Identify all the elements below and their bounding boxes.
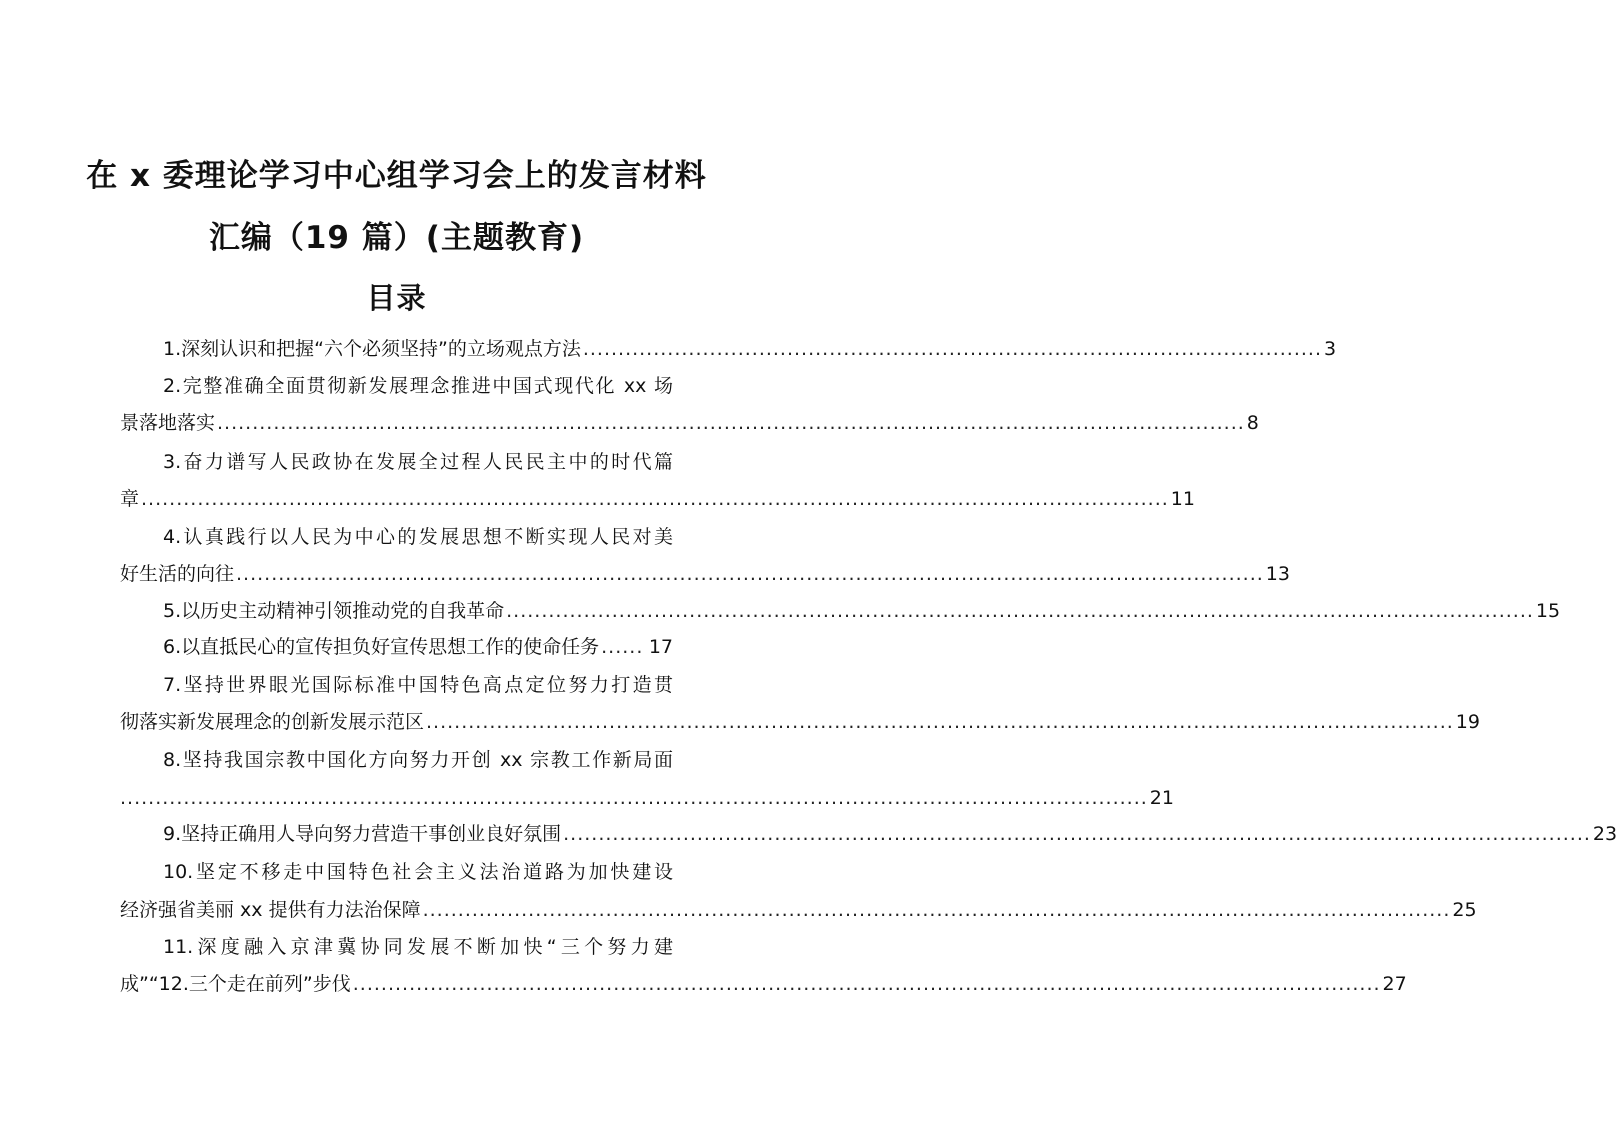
toc-entry-8[interactable] — [163, 745, 673, 775]
toc-entry-text: 10.坚定不移走中国特色社会主义法治道路为加快建设 — [163, 861, 673, 883]
leader-dots: .................................................................................................................................................. — [236, 563, 1264, 585]
toc-entry-3-cont[interactable] — [120, 484, 1195, 514]
toc-entry-2-cont[interactable] — [120, 408, 1259, 438]
toc-entry-4[interactable] — [163, 522, 673, 552]
toc-page-number: 23 — [1592, 823, 1617, 845]
toc-entry-text: 好生活的向往 — [120, 563, 235, 585]
toc-page-number: 11 — [1170, 488, 1195, 510]
toc-page-number: 8 — [1246, 412, 1259, 434]
toc-entry-1[interactable] — [163, 334, 1337, 364]
toc-entry-10[interactable] — [163, 857, 673, 887]
leader-dots: .................................................................................................................................................. — [506, 600, 1534, 622]
toc-entry-text: 1.深刻认识和把握“六个必须坚持”的立场观点方法 — [163, 338, 581, 360]
toc-entry-10-cont[interactable] — [120, 895, 1477, 925]
toc-page-number: 17 — [648, 636, 673, 658]
toc-entry-7[interactable] — [163, 670, 673, 700]
toc-page-number: 15 — [1535, 600, 1561, 622]
toc-entry-text: 9.坚持正确用人导向努力营造干事创业良好氛围 — [163, 823, 562, 845]
document-title-line1: 在 x 委理论学习中心组学习会上的发言材料 — [86, 158, 707, 194]
toc-page-number: 19 — [1455, 711, 1480, 733]
leader-dots: ...... — [601, 636, 644, 658]
toc-page-number: 21 — [1149, 787, 1174, 809]
toc-page-number: 25 — [1452, 899, 1477, 921]
toc-entry-text: 2.完整准确全面贯彻新发展理念推进中国式现代化 xx 场 — [163, 375, 673, 397]
toc-entry-8-cont[interactable] — [120, 783, 1174, 813]
toc-entry-text: 3.奋力谱写人民政协在发展全过程人民民主中的时代篇 — [163, 451, 673, 473]
leader-dots: .................................................................................................................................................. — [120, 787, 1148, 809]
toc-entry-11-cont[interactable] — [120, 969, 1407, 999]
leader-dots: .................................................................................................................................................. — [426, 711, 1454, 733]
toc-entry-5[interactable] — [163, 596, 1561, 626]
toc-entry-text: 景落地落实 — [120, 412, 216, 434]
toc-heading: 目录 — [366, 281, 427, 315]
toc-entry-9[interactable] — [163, 819, 1617, 849]
toc-entry-text: 章 — [120, 488, 140, 510]
toc-entry-text: 5.以历史主动精神引领推动党的自我革命 — [163, 600, 505, 622]
toc-entry-text: 彻落实新发展理念的创新发展示范区 — [120, 711, 425, 733]
toc-entry-text: 4.认真践行以人民为中心的发展思想不断实现人民对美 — [163, 526, 673, 548]
toc-page-number: 13 — [1265, 563, 1290, 585]
toc-entry-text: 6.以直抵民心的宣传担负好宣传思想工作的使命任务 — [163, 636, 600, 658]
leader-dots: .................................................................................................................................................. — [563, 823, 1591, 845]
leader-dots: .................................................................................................................................................. — [217, 412, 1245, 434]
toc-entry-3[interactable] — [163, 447, 673, 477]
toc-page-number: 3 — [1323, 338, 1337, 360]
toc-entry-2[interactable] — [163, 371, 673, 401]
leader-dots: ......................................................................................................... — [582, 338, 1322, 360]
toc-entry-text: 成”“12.三个走在前列”步伐 — [120, 973, 351, 995]
toc-entry-4-cont[interactable] — [120, 559, 1290, 589]
toc-entry-7-cont[interactable] — [120, 707, 1480, 737]
document-title-line2: 汇编（19 篇）(主题教育) — [208, 220, 585, 256]
toc-entry-text: 7.坚持世界眼光国际标准中国特色高点定位努力打造贯 — [163, 674, 673, 696]
leader-dots: .................................................................................................................................................. — [141, 488, 1169, 510]
toc-entry-text: 8.坚持我国宗教中国化方向努力开创 xx 宗教工作新局面 — [163, 749, 673, 771]
toc-entry-text: 经济强省美丽 xx 提供有力法治保障 — [120, 899, 421, 921]
leader-dots: .................................................................................................................................................. — [352, 973, 1381, 995]
leader-dots: .................................................................................................................................................. — [422, 899, 1451, 921]
toc-entry-6[interactable] — [163, 632, 673, 662]
toc-entry-text: 11.深度融入京津冀协同发展不断加快“三个努力建 — [163, 936, 673, 958]
toc-entry-11[interactable] — [163, 932, 673, 962]
toc-page-number: 27 — [1382, 973, 1407, 995]
